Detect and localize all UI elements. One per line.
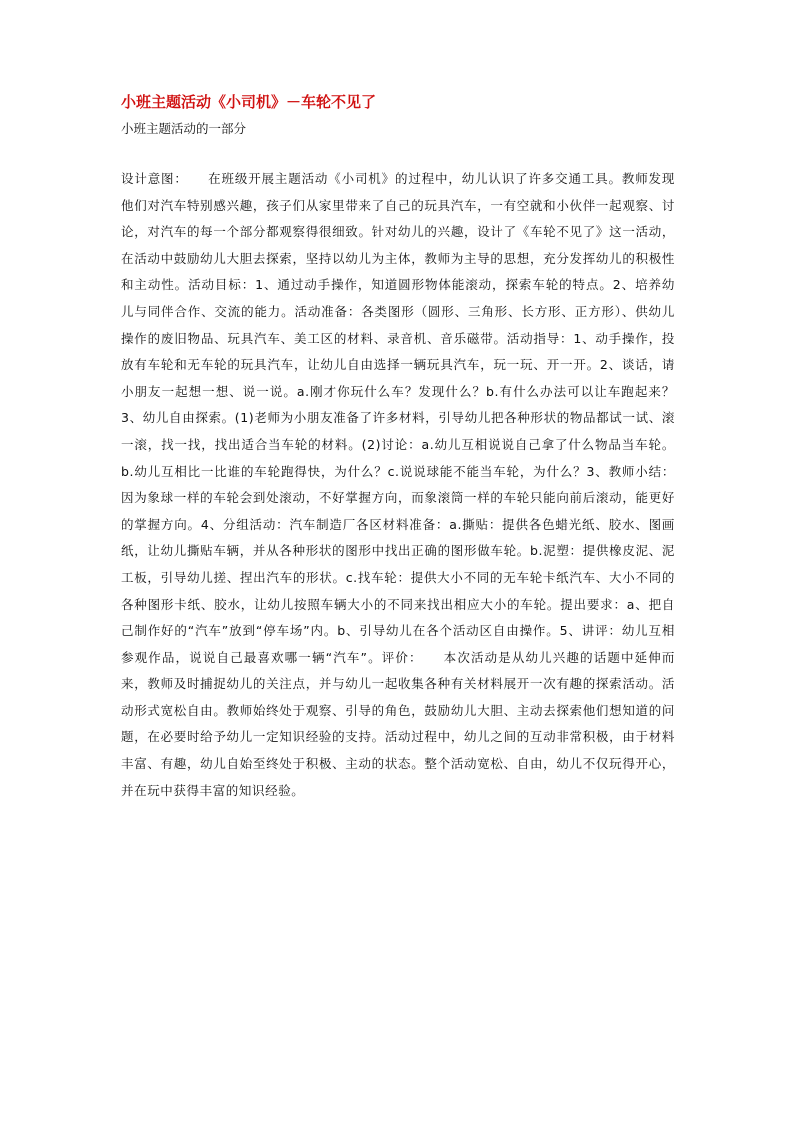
document-subtitle: 小班主题活动的一部分 <box>121 121 247 136</box>
document-body: 设计意图： 在班级开展主题活动《小司机》的过程中，幼儿认识了许多交通工具。教师发现他们对汽车特别感兴趣，孩子们从家里带来了自己的玩具汽车，一有空就和小伙伴一起观察、讨论，对汽车的每一个部分都观察得很细致。针对幼儿的兴趣，设计了《车轮不见了》这一活动，在活动中鼓励幼儿大胆去探索，坚持以幼儿为主体，教师为主导的思想，充分发挥幼儿的积极性和主动性。活动目标：1、通过动手操作，知道圆形物体能滚动，探索车轮的特点。2、培养幼儿与同伴合作、交流的能力。活动准备：各类图形（圆形、三角形、长方形、正方形）、供幼儿操作的废旧物品、玩具汽车、美工区的材料、录音机、音乐磁带。活动指导：1、动手操作，投放有车轮和无车轮的玩具汽车，让幼儿自由选择一辆玩具汽车，玩一玩、开一开。2、谈话，请小朋友一起想一想、说一说。a.刚才你玩什么车？发现什么？b.有什么办法可以让车跑起来？3、幼儿自由探索。(1)老师为小朋友准备了许多材料，引导幼儿把各种形状的物品都试一试、滚一滚，找一找，找出适合当车轮的材料。(2)讨论：a.幼儿互相说说自己拿了什么物品当车轮。b.幼儿互相比一比谁的车轮跑得快，为什么？c.说说球能不能当车轮，为什么？3、教师小结：因为象球一样的车轮会到处滚动，不好掌握方向，而象滚筒一样的车轮只能向前后滚动，能更好的掌握方向。4、分组活动：汽车制造厂各区材料准备：a.撕贴：提供各色蜡光纸、胶水、图画纸，让幼儿撕贴车辆，并从各种形状的图形中找出正确的图形做车轮。b.泥塑：提供橡皮泥、泥工板，引导幼儿搓、捏出汽车的形状。c.找车轮：提供大小不同的无车轮卡纸汽车、大小不同的各种图形卡纸、胶水，让幼儿按照车辆大小的不同来找出相应大小的车轮。提出要求：a、把自己制作好的“汽车”放到“停车场”内。b、引导幼儿在各个活动区自由操作。5、讲评：幼儿互相参观作品，说说自己最喜欢哪一辆“汽车”。评价： 本次活动是从幼儿兴趣的话题中延伸而来，教师及时捕捉幼儿的关注点，并与幼儿一起收集各种有关材料展开一次有趣的探索活动。活动形式宽松自由。教师始终处于观察、引导的角色，鼓励幼儿大胆、主动去探索他们想知道的问题，在必要时给予幼儿一定知识经验的支持。活动过程中，幼儿之间的互动非常积极，由于材料丰富、有趣，幼儿自始至终处于积极、主动的状态。整个活动宽松、自由，幼儿不仅玩得开心，并在玩中获得丰富的知识经验。 <box>121 171 675 798</box>
document-page <box>121 92 675 804</box>
document-title: 小班主题活动《小司机》－车轮不见了 <box>121 93 377 111</box>
